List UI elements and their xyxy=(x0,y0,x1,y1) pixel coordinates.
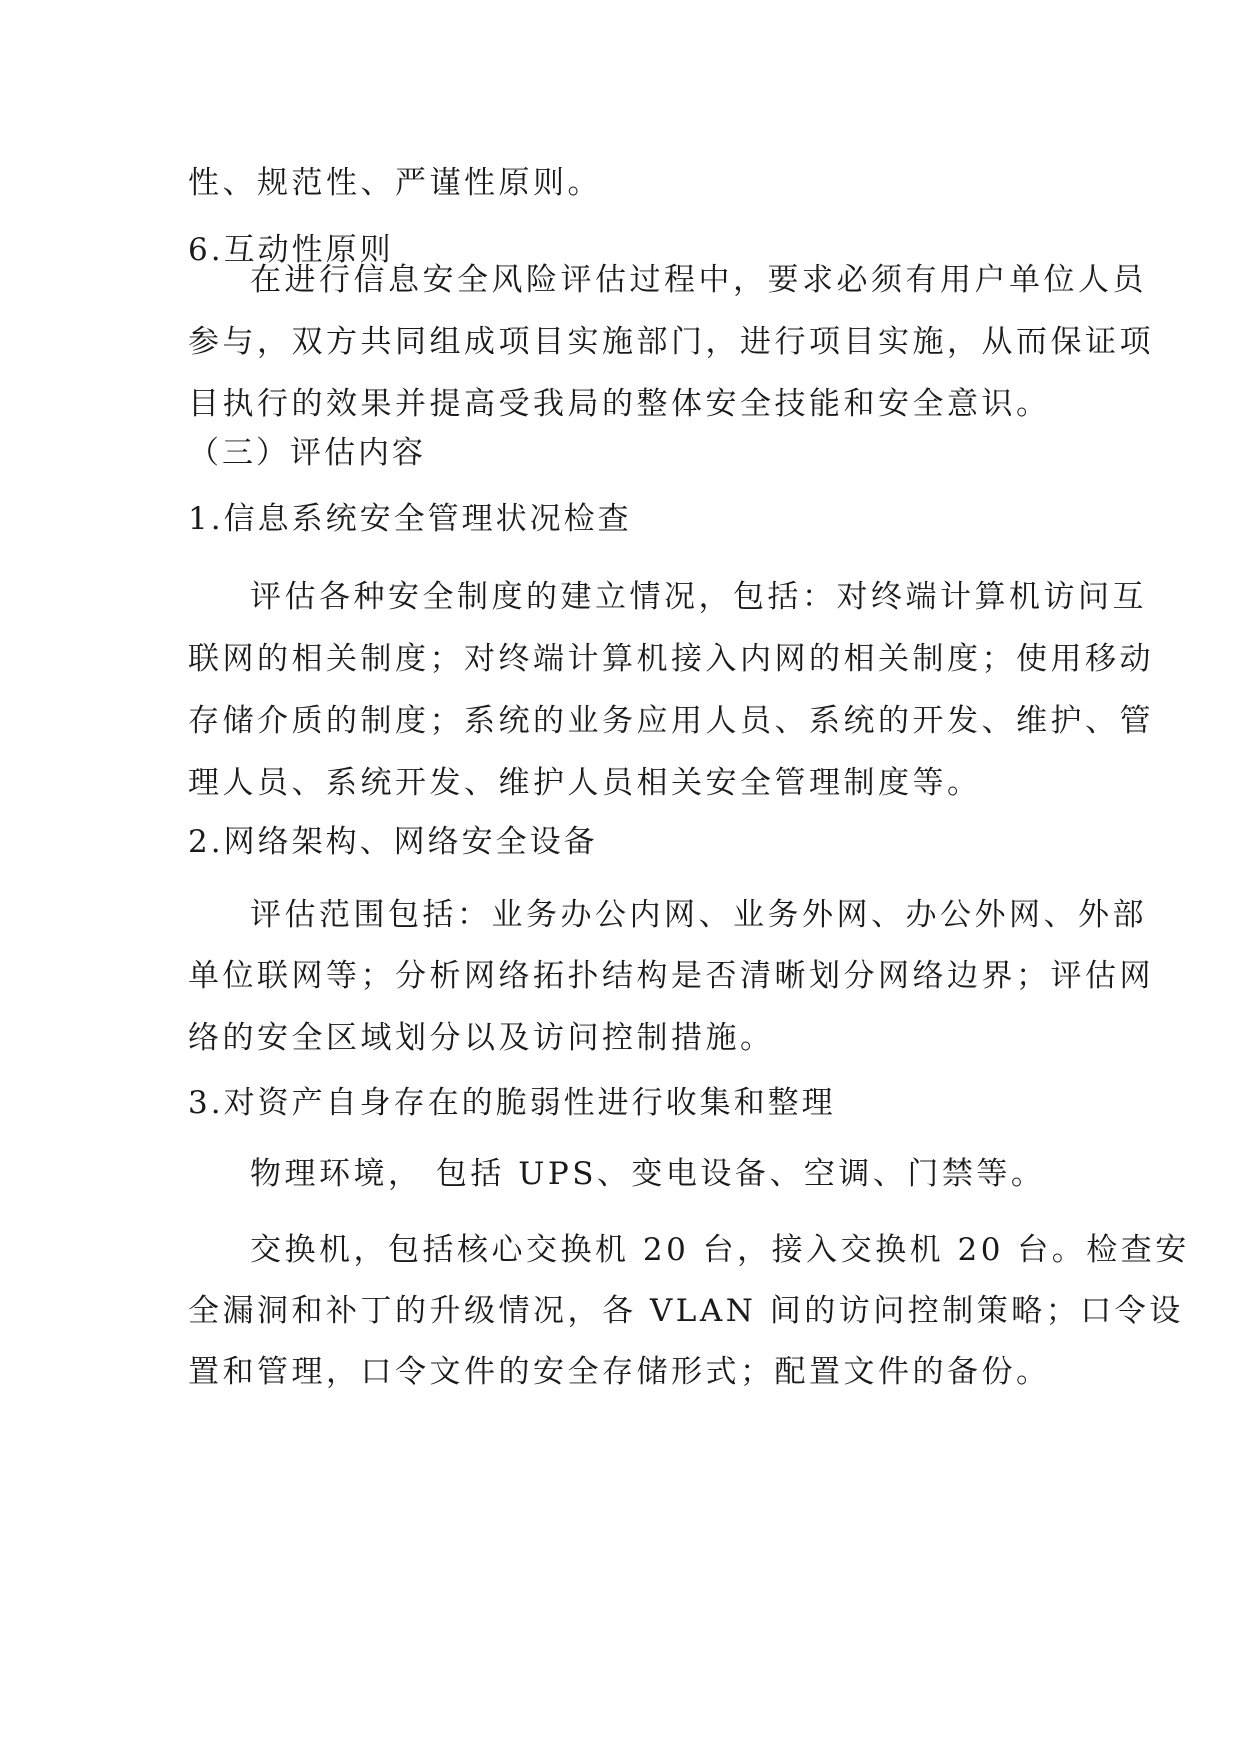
paragraph-line: 全漏洞和补丁的升级情况，各 VLAN 间的访问控制策略；口令设 xyxy=(188,1293,1184,1329)
paragraph-line: 理人员、系统开发、维护人员相关安全管理制度等。 xyxy=(188,765,982,801)
paragraph-line: 存储介质的制度；系统的业务应用人员、系统的开发、维护、管 xyxy=(188,703,1154,739)
paragraph-line: 络的安全区域划分以及访问控制措施。 xyxy=(188,1020,775,1056)
paragraph-line: 评估各种安全制度的建立情况，包括：对终端计算机访问互 xyxy=(250,579,1147,615)
paragraph-line: 性、规范性、严谨性原则。 xyxy=(188,165,602,201)
section-heading: 2.网络架构、网络安全设备 xyxy=(188,824,598,860)
section-heading: 3.对资产自身存在的脆弱性进行收集和整理 xyxy=(188,1085,836,1121)
paragraph-line: 评估范围包括：业务办公内网、业务外网、办公外网、外部 xyxy=(250,897,1147,933)
section-heading: 6.互动性原则 xyxy=(188,232,394,268)
paragraph-line: 参与，双方共同组成项目实施部门，进行项目实施，从而保证项 xyxy=(188,324,1154,360)
chapter-heading: （三）评估内容 xyxy=(188,435,426,471)
paragraph-line: 物理环境， 包括 UPS、变电设备、空调、门禁等。 xyxy=(250,1156,1046,1192)
paragraph-line: 置和管理，口令文件的安全存储形式；配置文件的备份。 xyxy=(188,1354,1051,1390)
section-heading: 1.信息系统安全管理状况检查 xyxy=(188,501,632,537)
paragraph-line: 目执行的效果并提高受我局的整体安全技能和安全意识。 xyxy=(188,386,1051,422)
paragraph-line: 在进行信息安全风险评估过程中，要求必须有用户单位人员 xyxy=(250,262,1147,298)
paragraph-line: 联网的相关制度；对终端计算机接入内网的相关制度；使用移动 xyxy=(188,641,1154,677)
paragraph-line: 交换机，包括核心交换机 20 台，接入交换机 20 台。检查安 xyxy=(250,1232,1190,1268)
paragraph-line: 单位联网等；分析网络拓扑结构是否清晰划分网络边界；评估网 xyxy=(188,958,1154,994)
